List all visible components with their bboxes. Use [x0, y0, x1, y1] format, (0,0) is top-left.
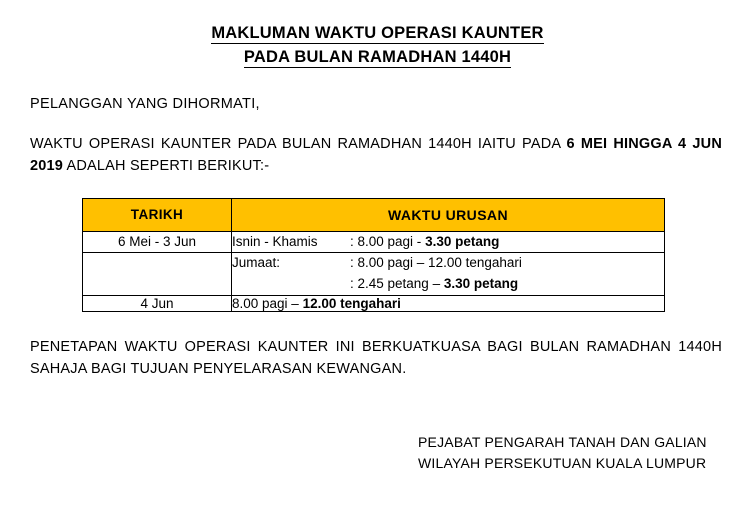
signature-line-2: WILAYAH PERSEKUTUAN KUALA LUMPUR	[418, 454, 707, 471]
table-header-date: TARIKH	[83, 198, 232, 231]
table-row	[83, 231, 665, 252]
intro-paragraph	[30, 133, 722, 178]
table-row	[83, 253, 665, 296]
row2-time-line-2	[232, 273, 664, 295]
title-line-2	[244, 46, 511, 70]
row2-time-prefix-2: : 2.45 petang –	[350, 276, 444, 292]
row1-date-cell: 6 Mei - 3 Jun	[83, 231, 232, 252]
table-header-time: WAKTU URUSAN	[232, 198, 665, 231]
row2-day-label: Jumaat:	[232, 255, 281, 271]
document-title	[30, 22, 725, 70]
intro-highlight-dates: 6 MEI HINGGA 4 JUN 2019	[30, 135, 722, 175]
row2-date-cell	[83, 253, 232, 296]
row1-day-label: Isnin - Khamis	[232, 233, 318, 249]
signature-block	[30, 432, 725, 473]
footer-paragraph: PENETAPAN WAKTU OPERASI KAUNTER INI BERKUATKUASA BAGI BULAN RAMADHAN 1440H SAHAJA BAGI TUJUAN PENYELARASAN KEWANGAN.	[30, 338, 722, 377]
row2-time-cell	[232, 253, 665, 296]
signature-line-1: PEJABAT PENGARAH TANAH DAN GALIAN	[418, 434, 707, 451]
row3-date-cell: 4 Jun	[83, 295, 232, 311]
row1-time-cell	[232, 231, 665, 252]
title-line-2-text: PADA BULAN RAMADHAN 1440H	[243, 47, 512, 66]
row2-time-bold-2: 3.30 petang	[443, 276, 519, 292]
row1-time-line	[232, 232, 664, 252]
operating-hours-table	[82, 198, 665, 312]
salutation-text: PELANGGAN YANG DIHORMATI,	[30, 95, 260, 112]
intro-text-part-2: ADALAH SEPERTI BERIKUT:-	[63, 158, 270, 175]
row1-time-prefix: : 8.00 pagi -	[350, 233, 426, 249]
row2-time-value-1: : 8.00 pagi – 12.00 tengahari	[350, 255, 522, 271]
row1-time-bold: 3.30 petang	[425, 233, 500, 249]
table-row	[83, 295, 665, 311]
row1-time-value	[350, 232, 499, 252]
row3-time-bold: 12.00 tengahari	[302, 295, 401, 311]
table-header-row	[83, 198, 665, 231]
intro-text-part-1: WAKTU OPERASI KAUNTER PADA BULAN RAMADHAN 1440H IAITU PADA	[30, 135, 567, 152]
title-line-1	[211, 22, 543, 46]
row2-time-line-1	[232, 253, 664, 273]
title-line-1-text: MAKLUMAN WAKTU OPERASI KAUNTER	[211, 24, 544, 42]
row3-time-cell	[232, 295, 665, 311]
row3-time-prefix: 8.00 pagi –	[232, 295, 303, 311]
